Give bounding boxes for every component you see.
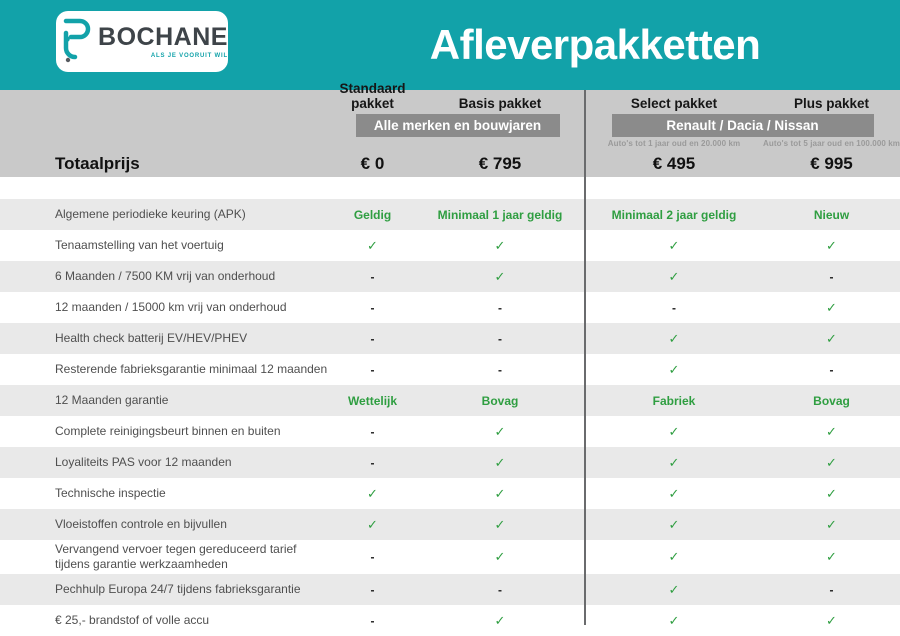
feature-label: Resterende fabrieksgarantie minimaal 12 maanden <box>55 362 328 376</box>
bochane-logo-icon <box>58 15 92 68</box>
table-row <box>0 261 900 292</box>
feature-value-basis: - <box>498 300 502 315</box>
feature-value-plus: Nieuw <box>813 207 850 222</box>
feature-value-standaard: - <box>370 300 375 315</box>
page-title: Afleverpakketten <box>429 21 761 68</box>
feature-label: 6 Maanden / 7500 KM vrij van onderhoud <box>55 269 276 283</box>
feature-value-plus: - <box>829 362 834 377</box>
table-row <box>0 385 900 416</box>
brand-badge-renault-dacia-nissan: Renault / Dacia / Nissan <box>612 114 874 137</box>
feature-table <box>0 199 900 636</box>
feature-label: 12 Maanden garantie <box>55 393 169 407</box>
table-row <box>0 199 900 230</box>
price-basis: € 795 <box>478 153 522 173</box>
table-row <box>0 230 900 261</box>
table-row <box>0 509 900 540</box>
feature-value-standaard: - <box>370 269 375 284</box>
table-row <box>0 416 900 447</box>
table-row <box>0 292 900 323</box>
feature-value-standaard: ✓ <box>367 485 378 501</box>
price-select: € 495 <box>652 153 696 173</box>
feature-label: Complete reinigingsbeurt binnen en buiten <box>55 424 281 438</box>
feature-value-select: ✓ <box>668 516 680 532</box>
feature-value-basis: ✓ <box>494 612 506 628</box>
feature-label: Vloeistoffen controle en bijvullen <box>55 517 227 531</box>
logo-name: BOCHANE <box>98 22 228 51</box>
feature-value-select: ✓ <box>668 423 680 439</box>
feature-value-plus: - <box>829 582 834 597</box>
logo-tagline: ALS JE VOORUIT WIL <box>150 52 228 59</box>
feature-label: Tenaamstelling van het voertuig <box>55 238 224 252</box>
feature-value-basis: - <box>498 362 502 377</box>
feature-value-standaard: ✓ <box>367 516 378 532</box>
feature-value-basis: ✓ <box>494 485 506 501</box>
feature-value-standaard: Wettelijk <box>347 393 398 408</box>
package-name-plus: Plus pakket <box>793 96 870 111</box>
feature-value-standaard: ✓ <box>367 237 378 253</box>
feature-label: Health check batterij EV/HEV/PHEV <box>55 331 248 345</box>
feature-value-standaard: Geldig <box>353 207 392 222</box>
table-row <box>0 540 900 574</box>
table-row <box>0 574 900 605</box>
feature-value-standaard: - <box>370 613 375 628</box>
package-name-standaard: Standaard pakket <box>339 81 406 111</box>
bochane-logo <box>56 11 228 72</box>
feature-value-select: ✓ <box>668 361 680 377</box>
feature-value-standaard: - <box>370 550 375 564</box>
feature-value-plus: - <box>829 269 834 284</box>
feature-value-standaard: - <box>370 362 375 377</box>
feature-value-select: ✓ <box>668 612 680 628</box>
feature-value-basis: Bovag <box>481 393 519 408</box>
feature-value-select: Minimaal 2 jaar geldig <box>611 207 737 222</box>
feature-value-plus: ✓ <box>826 454 837 470</box>
feature-value-select: ✓ <box>668 237 680 253</box>
feature-value-select: ✓ <box>668 268 680 284</box>
feature-value-standaard: - <box>370 424 375 439</box>
feature-value-basis: Minimaal 1 jaar geldig <box>437 207 563 222</box>
feature-value-plus: ✓ <box>826 423 837 439</box>
feature-value-plus: ✓ <box>826 612 837 628</box>
brand-badge-all-makes: Alle merken en bouwjaren <box>356 114 560 137</box>
top-banner <box>0 0 900 90</box>
feature-label: Vervangend vervoer tegen gereduceerd tarief tijdens garantie werkzaamheden <box>55 542 297 571</box>
package-header-band <box>0 81 900 177</box>
table-row <box>0 354 900 385</box>
group-divider-line <box>584 90 586 625</box>
feature-value-standaard: - <box>370 455 375 470</box>
table-row <box>0 478 900 509</box>
feature-value-basis: ✓ <box>494 549 506 564</box>
feature-value-plus: ✓ <box>826 299 837 315</box>
feature-value-standaard: - <box>370 582 375 597</box>
table-row <box>0 605 900 636</box>
feature-label: Loyaliteits PAS voor 12 maanden <box>55 455 232 469</box>
feature-value-basis: ✓ <box>494 516 506 532</box>
feature-value-plus: ✓ <box>826 237 837 253</box>
feature-value-select: ✓ <box>668 454 680 470</box>
feature-label: Algemene periodieke keuring (APK) <box>55 207 246 221</box>
feature-label: € 25,- brandstof of volle accu <box>55 613 210 627</box>
feature-value-plus: Bovag <box>813 393 850 408</box>
table-row <box>0 323 900 354</box>
feature-value-select: ✓ <box>668 581 680 597</box>
feature-value-select: - <box>672 300 676 315</box>
package-name-select: Select pakket <box>630 96 718 111</box>
feature-value-plus: ✓ <box>826 549 837 564</box>
package-condition-plus: Auto's tot 5 jaar oud en 100.000 km <box>763 139 900 148</box>
price-standaard: € 0 <box>360 153 385 173</box>
price-plus: € 995 <box>810 153 853 173</box>
feature-value-basis: ✓ <box>494 454 506 470</box>
feature-value-select: ✓ <box>668 330 680 346</box>
feature-value-basis: - <box>498 582 502 597</box>
feature-value-standaard: - <box>370 331 375 346</box>
feature-label: Technische inspectie <box>55 486 166 500</box>
feature-label: 12 maanden / 15000 km vrij van onderhoud <box>55 300 287 314</box>
feature-label: Pechhulp Europa 24/7 tijdens fabrieksgarantie <box>55 582 301 596</box>
package-condition-select: Auto's tot 1 jaar oud en 20.000 km <box>607 139 741 148</box>
table-row <box>0 447 900 478</box>
feature-value-basis: - <box>498 331 502 346</box>
feature-value-basis: ✓ <box>494 423 506 439</box>
feature-value-basis: ✓ <box>494 237 506 253</box>
feature-value-basis: ✓ <box>494 268 506 284</box>
feature-value-plus: ✓ <box>826 330 837 346</box>
feature-value-select: ✓ <box>668 485 680 501</box>
feature-value-plus: ✓ <box>826 516 837 532</box>
feature-value-select: Fabriek <box>652 393 696 408</box>
feature-value-select: ✓ <box>668 549 680 564</box>
feature-value-plus: ✓ <box>826 485 837 501</box>
total-price-label: Totaalprijs <box>55 153 140 173</box>
package-name-basis: Basis pakket <box>458 96 542 111</box>
